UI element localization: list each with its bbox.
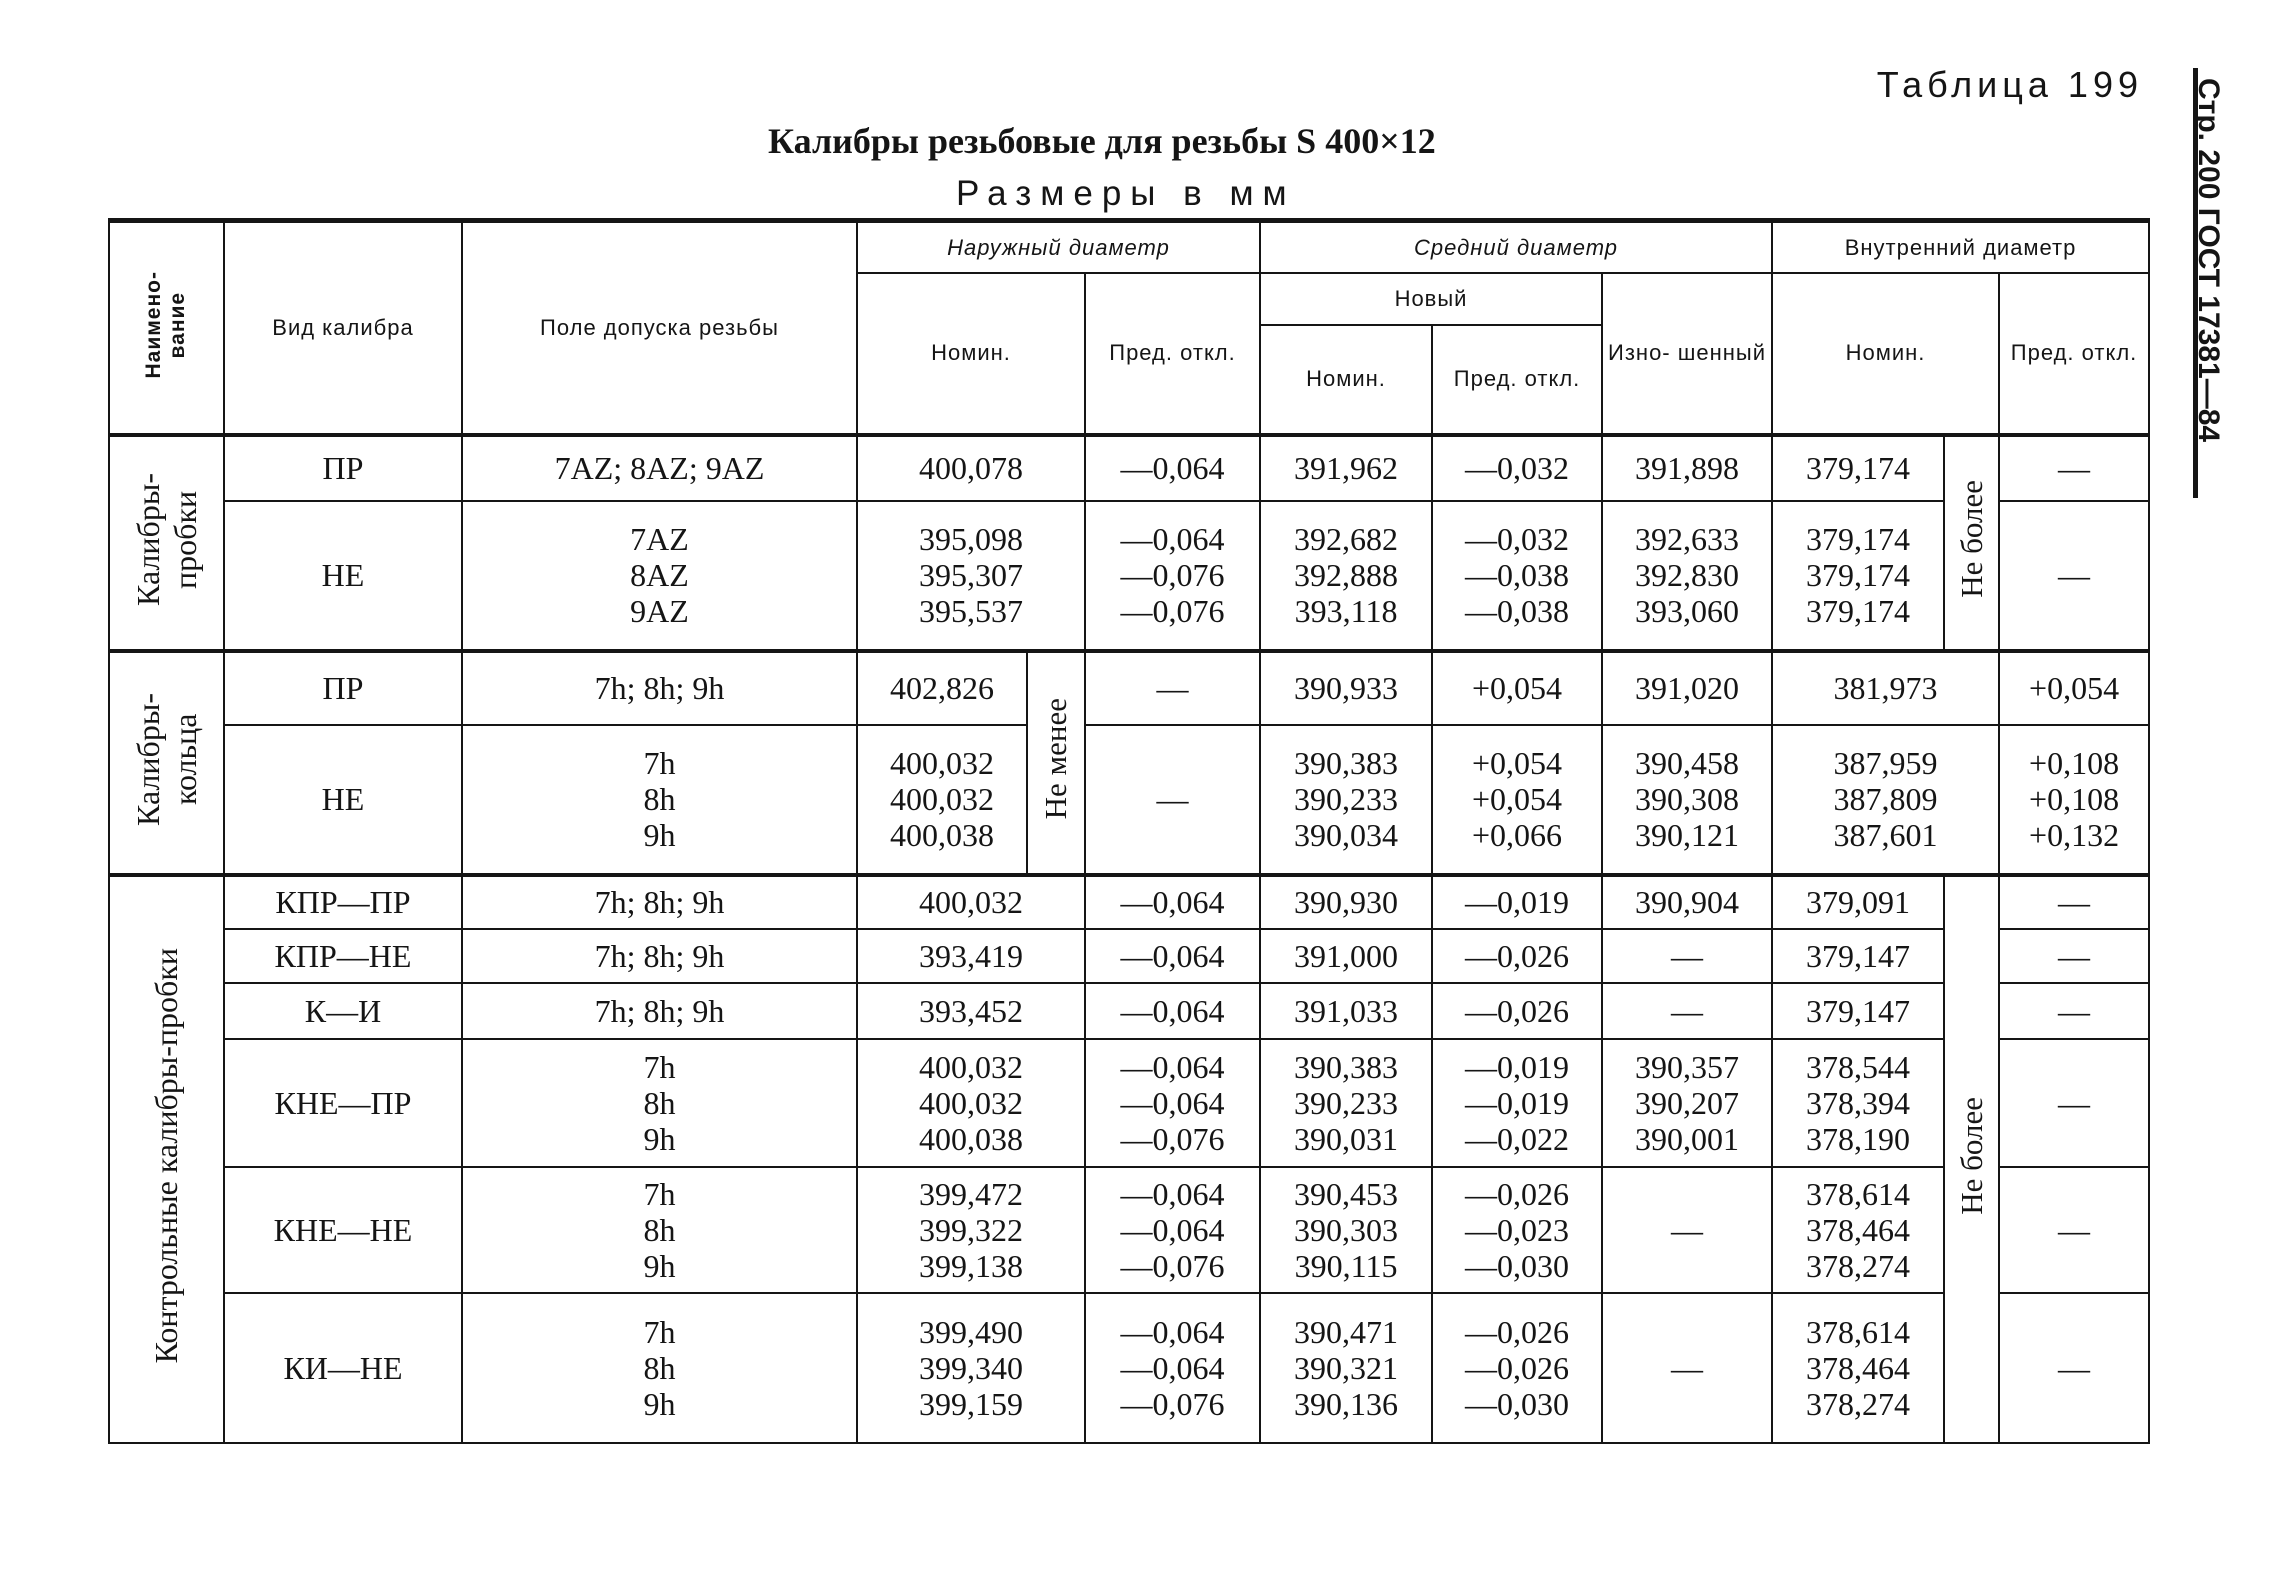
tolerance-cell: 7h 8h 9h bbox=[462, 1039, 857, 1167]
table-row bbox=[109, 435, 2149, 501]
mean-nomin-cell: 390,453 390,303 390,115 bbox=[1260, 1167, 1432, 1293]
units-caption: Размеры в мм bbox=[956, 174, 1296, 213]
table-row bbox=[109, 1293, 2149, 1443]
mean-dev-cell: —0,026 —0,026 —0,030 bbox=[1432, 1293, 1602, 1443]
outer-dev-cell: —0,064 bbox=[1085, 983, 1260, 1039]
tolerance-cell: 7h 8h 9h bbox=[462, 1167, 857, 1293]
outer-nomin-cell: 393,452 bbox=[857, 983, 1085, 1039]
inner-nomin-cell: 387,959 387,809 387,601 bbox=[1772, 725, 1999, 875]
header-gauge-type: Вид калибра bbox=[224, 221, 462, 435]
tolerance-cell: 7h; 8h; 9h bbox=[462, 651, 857, 725]
table-body bbox=[109, 435, 2149, 1443]
gauge-table bbox=[108, 218, 2150, 1444]
table-row bbox=[109, 983, 2149, 1039]
tolerance-cell: 7h; 8h; 9h bbox=[462, 929, 857, 983]
inner-dev-cell: — bbox=[1999, 501, 2149, 651]
mean-dev-cell: —0,026 —0,023 —0,030 bbox=[1432, 1167, 1602, 1293]
ne-bolee-note: Не более bbox=[1944, 875, 1999, 1443]
table-row bbox=[109, 501, 2149, 651]
group-label: Калибры- пробки bbox=[109, 435, 224, 651]
gauge-type-cell: КИ—НЕ bbox=[224, 1293, 462, 1443]
header-worn: Изно- шенный bbox=[1602, 273, 1772, 435]
outer-nomin-cell: 402,826 bbox=[857, 651, 1027, 725]
ne-bolee-note: Не более bbox=[1944, 435, 1999, 651]
tolerance-cell: 7h 8h 9h bbox=[462, 1293, 857, 1443]
header-name: Наимено- вание bbox=[109, 221, 224, 435]
gauge-type-cell: ПР bbox=[224, 435, 462, 501]
inner-dev-cell: — bbox=[1999, 435, 2149, 501]
mean-nomin-cell: 390,933 bbox=[1260, 651, 1432, 725]
outer-dev-cell: —0,064 —0,064 —0,076 bbox=[1085, 1293, 1260, 1443]
worn-cell: 390,458 390,308 390,121 bbox=[1602, 725, 1772, 875]
header-mean-new: Новый bbox=[1260, 273, 1602, 325]
outer-dev-cell: —0,064 —0,076 —0,076 bbox=[1085, 501, 1260, 651]
worn-cell: 392,633 392,830 393,060 bbox=[1602, 501, 1772, 651]
inner-dev-cell: — bbox=[1999, 875, 2149, 929]
header-mean-nomin: Номин. bbox=[1260, 325, 1432, 435]
side-page-header: Стр. 200 ГОСТ 17381—84 bbox=[2192, 78, 2225, 443]
header-tolerance: Поле допуска резьбы bbox=[462, 221, 857, 435]
outer-dev-cell: —0,064 bbox=[1085, 435, 1260, 501]
inner-nomin-cell: 378,614 378,464 378,274 bbox=[1772, 1293, 1944, 1443]
header-outer-nomin: Номин. bbox=[857, 273, 1085, 435]
mean-nomin-cell: 391,962 bbox=[1260, 435, 1432, 501]
group-label: Калибры- кольца bbox=[109, 651, 224, 875]
outer-nomin-cell: 399,490 399,340 399,159 bbox=[857, 1293, 1085, 1443]
gauge-type-cell: ПР bbox=[224, 651, 462, 725]
inner-dev-cell: +0,054 bbox=[1999, 651, 2149, 725]
table-row bbox=[109, 725, 2149, 875]
mean-nomin-cell: 392,682 392,888 393,118 bbox=[1260, 501, 1432, 651]
table-row bbox=[109, 651, 2149, 725]
mean-dev-cell: —0,026 bbox=[1432, 983, 1602, 1039]
worn-cell: 391,020 bbox=[1602, 651, 1772, 725]
inner-nomin-cell: 379,174 bbox=[1772, 435, 1944, 501]
mean-dev-cell: —0,032 bbox=[1432, 435, 1602, 501]
header-inner-nomin: Номин. bbox=[1772, 273, 1999, 435]
gauge-type-cell: КНЕ—НЕ bbox=[224, 1167, 462, 1293]
outer-nomin-cell: 400,032 400,032 400,038 bbox=[857, 725, 1027, 875]
table-row bbox=[109, 929, 2149, 983]
outer-nomin-cell: 400,078 bbox=[857, 435, 1085, 501]
header-inner-dev: Пред. откл. bbox=[1999, 273, 2149, 435]
tolerance-cell: 7AZ; 8AZ; 9AZ bbox=[462, 435, 857, 501]
header-outer-dev: Пред. откл. bbox=[1085, 273, 1260, 435]
worn-cell: 390,357 390,207 390,001 bbox=[1602, 1039, 1772, 1167]
header-mean-dev: Пред. откл. bbox=[1432, 325, 1602, 435]
mean-nomin-cell: 390,930 bbox=[1260, 875, 1432, 929]
table-row bbox=[109, 1039, 2149, 1167]
outer-dev-cell: — bbox=[1085, 651, 1260, 725]
tolerance-cell: 7h 8h 9h bbox=[462, 725, 857, 875]
worn-cell: — bbox=[1602, 1293, 1772, 1443]
inner-nomin-cell: 379,147 bbox=[1772, 929, 1944, 983]
inner-dev-cell: — bbox=[1999, 1167, 2149, 1293]
mean-nomin-cell: 390,383 390,233 390,034 bbox=[1260, 725, 1432, 875]
mean-dev-cell: —0,019 bbox=[1432, 875, 1602, 929]
mean-nomin-cell: 390,383 390,233 390,031 bbox=[1260, 1039, 1432, 1167]
header-outer-diameter: Наружный диаметр bbox=[857, 221, 1260, 273]
outer-nomin-cell: 393,419 bbox=[857, 929, 1085, 983]
worn-cell: — bbox=[1602, 983, 1772, 1039]
mean-nomin-cell: 391,000 bbox=[1260, 929, 1432, 983]
inner-dev-cell: — bbox=[1999, 983, 2149, 1039]
mean-dev-cell: —0,019 —0,019 —0,022 bbox=[1432, 1039, 1602, 1167]
worn-cell: — bbox=[1602, 929, 1772, 983]
header-mean-diameter: Средний диаметр bbox=[1260, 221, 1772, 273]
mean-dev-cell: —0,032 —0,038 —0,038 bbox=[1432, 501, 1602, 651]
table-header bbox=[109, 221, 2149, 435]
gauge-type-cell: КПР—ПР bbox=[224, 875, 462, 929]
outer-nomin-cell: 399,472 399,322 399,138 bbox=[857, 1167, 1085, 1293]
tolerance-cell: 7h; 8h; 9h bbox=[462, 875, 857, 929]
gauge-type-cell: КНЕ—ПР bbox=[224, 1039, 462, 1167]
outer-nomin-cell: 400,032 bbox=[857, 875, 1085, 929]
table-row bbox=[109, 875, 2149, 929]
worn-cell: 391,898 bbox=[1602, 435, 1772, 501]
inner-nomin-cell: 378,614 378,464 378,274 bbox=[1772, 1167, 1944, 1293]
gauge-type-cell: НЕ bbox=[224, 725, 462, 875]
worn-cell: 390,904 bbox=[1602, 875, 1772, 929]
inner-nomin-cell: 379,091 bbox=[1772, 875, 1944, 929]
inner-nomin-cell: 378,544 378,394 378,190 bbox=[1772, 1039, 1944, 1167]
mean-dev-cell: +0,054 bbox=[1432, 651, 1602, 725]
inner-dev-cell: — bbox=[1999, 1293, 2149, 1443]
outer-dev-cell: — bbox=[1085, 725, 1260, 875]
header-inner-diameter: Внутренний диаметр bbox=[1772, 221, 2149, 273]
gauge-type-cell: К—И bbox=[224, 983, 462, 1039]
inner-nomin-cell: 379,147 bbox=[1772, 983, 1944, 1039]
inner-nomin-cell: 379,174 379,174 379,174 bbox=[1772, 501, 1944, 651]
ne-menee-note: Не менее bbox=[1027, 651, 1085, 875]
inner-nomin-cell: 381,973 bbox=[1772, 651, 1999, 725]
outer-dev-cell: —0,064 —0,064 —0,076 bbox=[1085, 1167, 1260, 1293]
table-row bbox=[109, 1167, 2149, 1293]
outer-dev-cell: —0,064 bbox=[1085, 875, 1260, 929]
tolerance-cell: 7AZ 8AZ 9AZ bbox=[462, 501, 857, 651]
table-label: Таблица 199 bbox=[1876, 64, 2143, 105]
outer-dev-cell: —0,064 —0,064 —0,076 bbox=[1085, 1039, 1260, 1167]
outer-nomin-cell: 400,032 400,032 400,038 bbox=[857, 1039, 1085, 1167]
gauge-type-cell: НЕ bbox=[224, 501, 462, 651]
worn-cell: — bbox=[1602, 1167, 1772, 1293]
group-label: Контрольные калибры-пробки bbox=[109, 875, 224, 1443]
mean-dev-cell: +0,054 +0,054 +0,066 bbox=[1432, 725, 1602, 875]
mean-nomin-cell: 391,033 bbox=[1260, 983, 1432, 1039]
inner-dev-cell: — bbox=[1999, 1039, 2149, 1167]
mean-nomin-cell: 390,471 390,321 390,136 bbox=[1260, 1293, 1432, 1443]
inner-dev-cell: — bbox=[1999, 929, 2149, 983]
outer-nomin-cell: 395,098 395,307 395,537 bbox=[857, 501, 1085, 651]
mean-dev-cell: —0,026 bbox=[1432, 929, 1602, 983]
inner-dev-cell: +0,108 +0,108 +0,132 bbox=[1999, 725, 2149, 875]
gauge-type-cell: КПР—НЕ bbox=[224, 929, 462, 983]
outer-dev-cell: —0,064 bbox=[1085, 929, 1260, 983]
tolerance-cell: 7h; 8h; 9h bbox=[462, 983, 857, 1039]
page-title: Калибры резьбовые для резьбы S 400×12 bbox=[768, 121, 1436, 161]
